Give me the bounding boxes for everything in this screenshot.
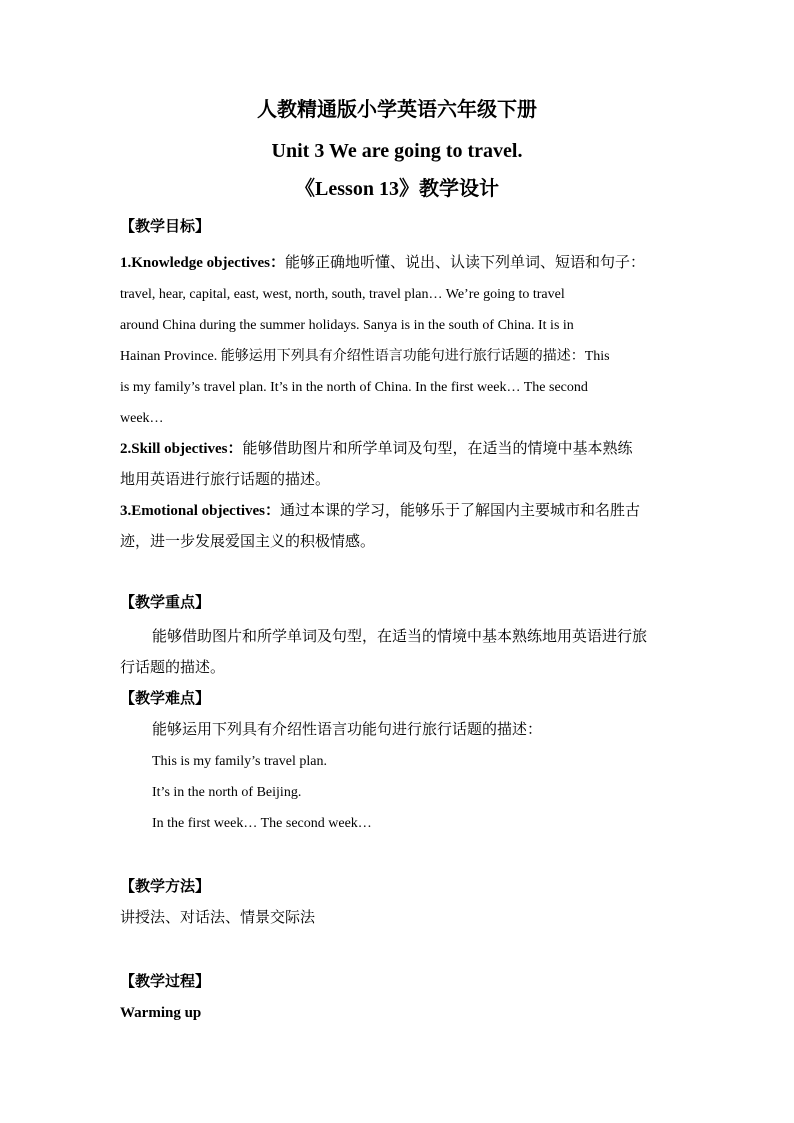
skill-text: 能够借助图片和所学单词及句型，在适当的情境中基本熟练: [242, 441, 633, 457]
process-section: [120, 972, 680, 992]
difficulties-heading: 【教学难点】: [120, 691, 211, 707]
methods-text: 讲授法、对话法、情景交际法: [120, 910, 316, 926]
key-points-line-1: 能够借助图片和所学单词及句型，在适当的情境中基本熟练地用英语进行旅: [152, 629, 648, 645]
key-points-body: [120, 622, 680, 684]
knowledge-label: 1.Knowledge objectives：: [120, 255, 285, 271]
emotional-line-2: 迹，进一步发展爱国主义的积极情感。: [120, 534, 376, 550]
knowledge-line-6: week…: [120, 411, 164, 426]
key-points-line-2: 行话题的描述。: [120, 660, 226, 676]
difficulties-sentence-1: This is my family’s travel plan.: [152, 754, 327, 769]
knowledge-text: 能够正确地听懂、说出、认读下列单词、短语和句子：: [284, 255, 645, 271]
objectives-heading-block: [120, 217, 680, 237]
lesson-title: 《Lesson 13》教学设计: [295, 178, 499, 200]
difficulties-sentence-3: In the first week… The second week…: [152, 816, 372, 831]
methods-section: [120, 877, 680, 897]
unit-title: Unit 3 We are going to travel.: [271, 140, 523, 162]
document-title: 人教精通版小学英语六年级下册: [257, 99, 537, 121]
skill-line-1: [120, 434, 680, 465]
knowledge-line-5: is my family’s travel plan. It’s in the north of China. In the first week… The second: [120, 380, 588, 395]
difficulties-intro: 能够运用下列具有介绍性语言功能句进行旅行话题的描述：: [152, 722, 543, 738]
difficulties-body: [120, 715, 680, 839]
knowledge-line-3: around China during the summer holidays. Sanya is in the south of China. It is in: [120, 318, 574, 333]
key-points-heading: 【教学重点】: [120, 595, 211, 611]
process-heading: 【教学过程】: [120, 974, 211, 990]
emotional-text: 通过本课的学习，能够乐于了解国内主要城市和名胜古: [279, 503, 640, 519]
skill-label: 2.Skill objectives：: [120, 441, 243, 457]
objectives-heading: 【教学目标】: [120, 219, 211, 235]
difficulties-sentence-2: It’s in the north of Beijing.: [152, 785, 302, 800]
emotional-line-1: [120, 496, 680, 527]
difficulties-section: [120, 689, 680, 709]
skill-line-2: 地用英语进行旅行话题的描述。: [120, 472, 331, 488]
knowledge-objectives: [120, 248, 680, 558]
knowledge-line-4: Hainan Province. 能够运用下列具有介绍性语言功能句进行旅行话题的描述：This: [120, 349, 610, 364]
knowledge-line-2: travel, hear, capital, east, west, north, south, travel plan… We’re going to travel: [120, 287, 565, 302]
knowledge-line-1: [120, 248, 680, 279]
process-body: [120, 1003, 680, 1023]
warming-up-heading: Warming up: [120, 1005, 202, 1021]
key-points-section: [120, 593, 680, 613]
emotional-label: 3.Emotional objectives：: [120, 503, 280, 519]
methods-heading: 【教学方法】: [120, 879, 211, 895]
methods-body: [120, 903, 680, 934]
